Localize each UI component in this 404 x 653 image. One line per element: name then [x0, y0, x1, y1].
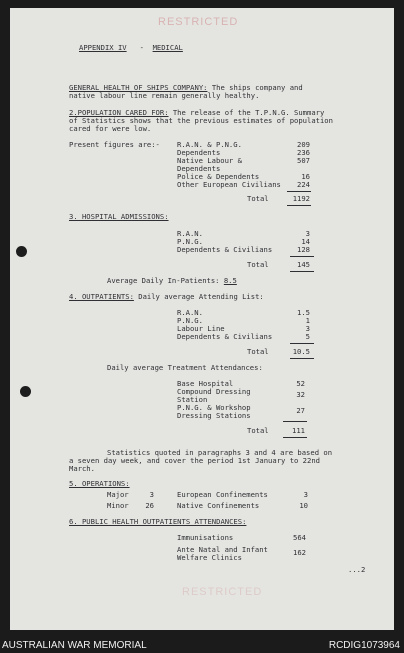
operations-row-value-2: 3 [303, 490, 308, 499]
public-health-row-label: Immunisations [177, 533, 234, 542]
treatment-total-label: Total [247, 426, 269, 435]
continuation-marker: ...2 [348, 565, 366, 574]
treatment-row-label: Station [177, 395, 208, 404]
treatment-total-underline [283, 437, 307, 438]
population-total-underline [287, 205, 311, 206]
outpatients-row-value: 1 [305, 316, 310, 325]
outpatients-row-label: Dependents & Civilians [177, 332, 273, 341]
public-health-row-value: 162 [293, 548, 306, 557]
treatment-total-rule [283, 421, 307, 422]
population-row-label: Dependents [177, 148, 221, 157]
operations-heading: 5. OPERATIONS: [69, 479, 130, 488]
statistics-note-line-3: March. [69, 464, 95, 473]
population-row-value: 224 [297, 180, 310, 189]
public-health-row-value: 564 [293, 533, 306, 542]
document-title [79, 44, 183, 52]
operations-row-label: Major [107, 490, 129, 499]
archive-footer [0, 636, 404, 653]
restricted-stamp-faint: RESTRICTED [182, 586, 263, 598]
population-row-value: 507 [297, 156, 310, 165]
hospital-row-value: 128 [297, 245, 310, 254]
population-line-3: cared for were low. [69, 124, 152, 133]
hospital-row-value: 14 [301, 237, 310, 246]
population-line-1: 2.POPULATION CARED FOR: The release of the T.P.N.G. Summary [69, 108, 325, 117]
outpatients-row-value: 1.5 [297, 308, 310, 317]
treatment-heading: Daily average Treatment Attendances: [107, 363, 263, 372]
population-row-label: Native Labour & [177, 156, 242, 165]
population-row-value: 209 [297, 140, 310, 149]
footer-reference: RCDIG1073964 [328, 640, 400, 651]
outpatients-row-value: 5 [305, 332, 310, 341]
population-total-label: Total [247, 194, 269, 203]
hospital-row-value: 3 [305, 229, 310, 238]
statistics-note-line-2: a seven day week, and cover the period 1st January to 22nd [69, 456, 320, 465]
hospital-row-label: R.A.N. [177, 229, 203, 238]
hospital-total-label: Total [247, 260, 269, 269]
outpatients-total-value: 10.5 [292, 347, 310, 356]
punch-hole [16, 246, 27, 257]
population-row-label: Dependents [177, 164, 221, 173]
outpatients-total-underline [290, 358, 314, 359]
operations-row-value: 3 [149, 490, 154, 499]
treatment-row-label: P.N.G. & Workshop [177, 403, 251, 412]
outpatients-line: 4. OUTPATIENTS: Daily average Attending List: [69, 292, 264, 301]
population-total-rule [287, 191, 311, 192]
outpatients-total-rule [290, 343, 314, 344]
outpatients-heading: 4. OUTPATIENTS: [69, 292, 134, 301]
population-row-label: R.A.N. & P.N.G. [177, 140, 242, 149]
general-health-line-1: GENERAL HEALTH OF SHIPS COMPANY: The ships company and [69, 83, 303, 92]
hospital-total-value: 145 [297, 260, 310, 269]
public-health-heading: 6. PUBLIC HEALTH OUTPATIENTS ATTENDANCES: [69, 517, 247, 526]
public-health-row-label: Ante Natal and Infant [177, 545, 268, 554]
treatment-row-value: 52 [296, 379, 305, 388]
population-row-label: Other European Civilians [177, 180, 281, 189]
average-in-patients-value: 8.5 [223, 276, 237, 285]
population-heading: 2.POPULATION CARED FOR: [69, 108, 169, 117]
title-appendix: APPENDIX IV [79, 43, 127, 52]
treatment-row-label: Compound Dressing [177, 387, 251, 396]
treatment-row-label: Base Hospital [177, 379, 234, 388]
population-line-2: of Statistics shows that the previous estimates of population [69, 116, 333, 125]
outpatients-total-label: Total [247, 347, 269, 356]
present-figures-label: Present figures are:- [69, 140, 160, 149]
general-health-line-2: native labour line remain generally healthy. [69, 91, 260, 100]
population-row-label: Police & Dependents [177, 172, 260, 181]
punch-hole [20, 386, 31, 397]
hospital-row-label: P.N.G. [177, 237, 203, 246]
treatment-row-value: 27 [296, 406, 305, 415]
hospital-total-underline [290, 271, 314, 272]
operations-row-value: 26 [145, 501, 154, 510]
title-dash: - [139, 43, 144, 52]
operations-row-label: Minor [107, 501, 129, 510]
treatment-row-value: 32 [296, 390, 305, 399]
outpatients-row-value: 3 [305, 324, 310, 333]
restricted-stamp: RESTRICTED [158, 16, 239, 28]
document-page [10, 8, 394, 630]
treatment-row-label: Dressing Stations [177, 411, 251, 420]
hospital-row-label: Dependents & Civilians [177, 245, 273, 254]
hospital-heading: 3. HOSPITAL ADMISSIONS: [69, 212, 169, 221]
population-row-value: 16 [301, 172, 310, 181]
outpatients-row-label: R.A.N. [177, 308, 203, 317]
operations-row-label-2: European Confinements [177, 490, 268, 499]
title-subject: MEDICAL [152, 43, 183, 52]
population-total-value: 1192 [292, 194, 310, 203]
general-health-heading: GENERAL HEALTH OF SHIPS COMPANY: [69, 83, 208, 92]
public-health-row-label: Welfare Clinics [177, 553, 242, 562]
outpatients-row-label: Labour Line [177, 324, 225, 333]
footer-institution: AUSTRALIAN WAR MEMORIAL [2, 640, 147, 651]
outpatients-row-label: P.N.G. [177, 316, 203, 325]
average-in-patients: Average Daily In-Patients: 8.5 [107, 276, 237, 285]
treatment-total-value: 111 [292, 426, 305, 435]
population-row-value: 236 [297, 148, 310, 157]
operations-row-value-2: 10 [299, 501, 308, 510]
hospital-total-rule [290, 256, 314, 257]
operations-row-label-2: Native Confinements [177, 501, 260, 510]
statistics-note-line-1: Statistics quoted in paragraphs 3 and 4 are based on [107, 448, 333, 457]
